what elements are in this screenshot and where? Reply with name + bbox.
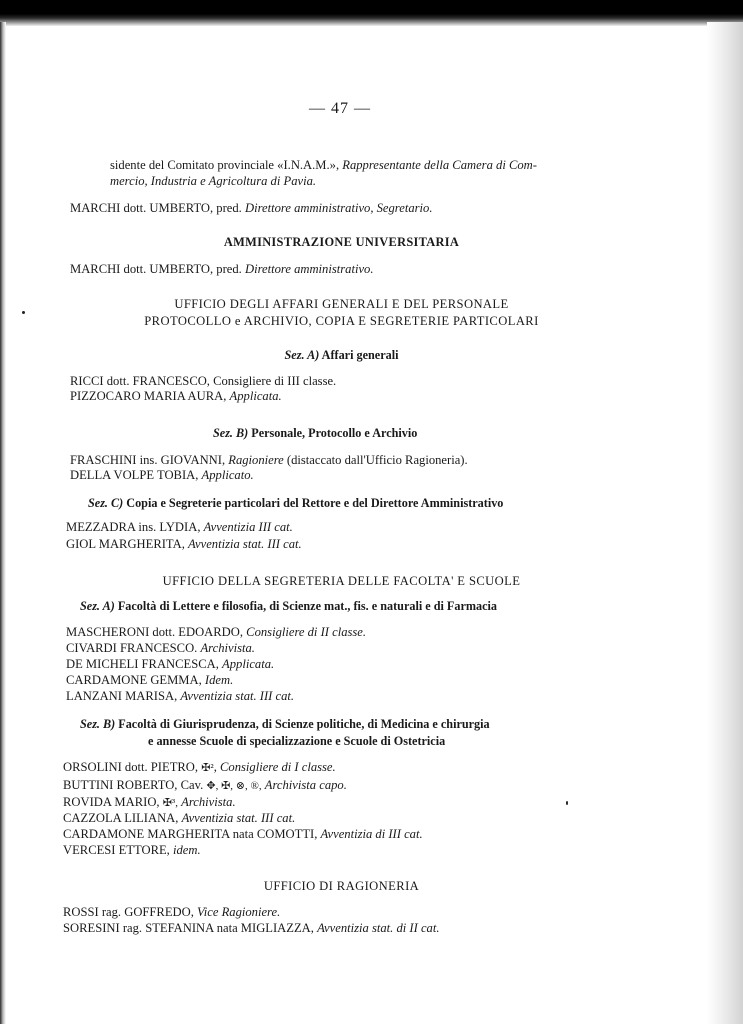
della-volpe-entry: DELLA VOLPE TOBIA, Applicato.	[70, 468, 254, 482]
list-item: MASCHERONI dott. EDOARDO, Consigliere di II classe.	[66, 625, 367, 639]
cross-honor-icon: ✠²	[201, 762, 214, 774]
cazzola-entry: CAZZOLA LILIANA, Avventizia stat. III cat.	[63, 811, 296, 825]
segreteria-section-a: Sez. A) Facoltà di Lettere e filosofia, di Scienze mat., fis. e naturali e di Farmacia	[80, 599, 498, 613]
heading-ufficio-affari-1: UFFICIO DEGLI AFFARI GENERALI E DEL PERSONALE	[174, 297, 509, 311]
mezzadra-entry: MEZZADRA ins. LYDIA, Avventizia III cat.	[66, 520, 293, 534]
heading-ragioneria: UFFICIO DI RAGIONERIA	[263, 879, 420, 893]
vercesi-entry: VERCESI ETTORE, idem.	[63, 843, 201, 857]
page-number: — 47 —	[309, 100, 371, 117]
section-a-affari-generali: Sez. A) Affari generali	[284, 348, 399, 362]
list-item: DE MICHELI FRANCESCA, Applicata.	[66, 657, 275, 671]
marchi-director: MARCHI dott. UMBERTO, pred. Direttore amministrativo.	[70, 262, 374, 276]
cardamone-margherita-entry: CARDAMONE MARGHERITA nata COMOTTI, Avventizia di III cat.	[63, 827, 423, 841]
soresini-entry: SORESINI rag. STEFANINA nata MIGLIAZZA, Avventizia stat. di II cat.	[63, 921, 440, 935]
orsolini-entry: ORSOLINI dott. PIETRO, ✠², Consigliere di I classe.	[63, 760, 336, 774]
pizzocaro-entry: PIZZOCARO MARIA AURA, Applicata.	[70, 389, 282, 403]
list-item: LANZANI MARISA, Avventizia stat. III cat.	[66, 689, 295, 703]
segreteria-section-b-line2: e annesse Scuole di specializzazione e Scuole di Ostetricia	[148, 734, 446, 748]
ricci-entry: RICCI dott. FRANCESCO, Consigliere di III classe.	[70, 374, 337, 388]
section-c-copia: Sez. C) Copia e Segreterie particolari del Rettore e del Direttore Amministrativo	[88, 496, 504, 510]
fraschini-entry: FRASCHINI ins. GIOVANNI, Ragioniere (distaccato dall'Ufficio Ragioneria).	[70, 453, 468, 467]
heading-amministrazione: AMMINISTRAZIONE UNIVERSITARIA	[223, 235, 460, 249]
scan-speck	[566, 801, 568, 805]
rossi-entry: ROSSI rag. GOFFREDO, Vice Ragioniere.	[63, 905, 281, 919]
honor-symbols-icon: ✥, ✠, ⊗, ®,	[206, 780, 262, 792]
heading-segreteria: UFFICIO DELLA SEGRETERIA DELLE FACOLTA' E SCUOLE	[162, 574, 521, 588]
segreteria-section-b-line1: Sez. B) Facoltà di Giurisprudenza, di Scienze politiche, di Medicina e chirurgia	[80, 717, 490, 731]
list-item: CIVARDI FRANCESCO. Archivista.	[66, 641, 255, 655]
scan-top-edge	[0, 0, 743, 26]
buttini-entry: BUTTINI ROBERTO, Cav. ✥, ✠, ⊗, ®, Archivista capo.	[63, 778, 347, 792]
list-item: CARDAMONE GEMMA, Idem.	[66, 673, 234, 687]
scan-left-edge	[0, 22, 6, 1024]
intro-line-2: mercio, Industria e Agricoltura di Pavia.	[110, 174, 317, 188]
giol-entry: GIOL MARGHERITA, Avventizia stat. III cat.	[66, 537, 302, 551]
section-b-personale: Sez. B) Personale, Protocollo e Archivio	[213, 426, 418, 440]
heading-ufficio-affari-2: PROTOCOLLO e ARCHIVIO, COPIA E SEGRETERIE PARTICOLARI	[144, 314, 539, 328]
cross-honor-icon: ✠³,	[162, 797, 178, 809]
intro-line-1: sidente del Comitato provinciale «I.N.A.M.», Rappresentante della Camera di Com-	[110, 158, 537, 172]
rovida-entry: ROVIDA MARIO, ✠³, Archivista.	[63, 795, 236, 809]
scan-right-edge	[707, 22, 743, 1024]
marchi-secretary: MARCHI dott. UMBERTO, pred. Direttore amministrativo, Segretario.	[70, 201, 433, 215]
